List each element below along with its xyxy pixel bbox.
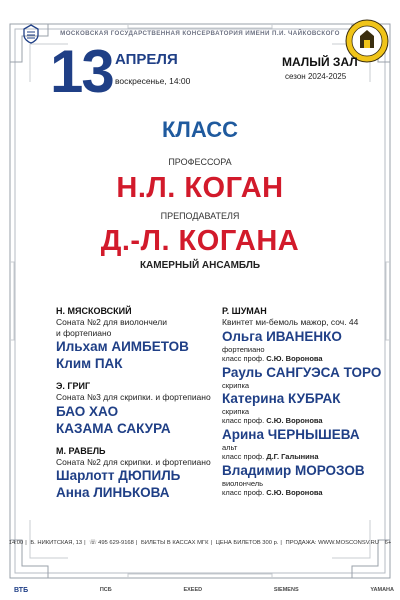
program-item — [56, 446, 226, 502]
program-right-column — [222, 306, 382, 498]
concert-weekday-time: воскресенье, 14:00 — [115, 76, 191, 86]
info-phone: ☏ 495 629-9168 — [89, 540, 134, 546]
info-tickets: БИЛЕТЫ В КАССАХ МГК — [141, 540, 209, 546]
performer-instrument: альт — [222, 442, 238, 452]
professor-label: ПРОФЕССОРА — [168, 157, 232, 167]
performer-teacher: класс проф. Д.Г. Галынина — [222, 451, 319, 461]
sponsor-logo: SIEMENS — [273, 587, 299, 593]
info-age-rating: 6+ — [384, 540, 392, 546]
sponsor-logo: EXEED — [183, 587, 203, 593]
performer-name: КАЗАМА САКУРА — [56, 420, 171, 436]
performer-instrument: виолончель — [222, 478, 264, 488]
work-title: Соната №2 для виолончели — [56, 317, 167, 327]
composer: Р. ШУМАН — [222, 306, 267, 316]
performer-name: Арина ЧЕРНЫШЕВА — [222, 426, 360, 442]
performer-teacher: класс проф. С.Ю. Воронова — [222, 353, 323, 363]
performer-teacher: класс проф. С.Ю. Воронова — [222, 487, 323, 497]
work-title: Соната №2 для скрипки. и фортепиано — [56, 456, 211, 467]
performer-instrument: фортепиано — [222, 344, 265, 354]
composer: Э. ГРИГ — [56, 381, 91, 391]
info-sales-link[interactable]: ПРОДАЖА: WWW.MOSCONSV.RU — [285, 540, 380, 546]
performer-name: Ильхам АИМБЕТОВ — [56, 339, 189, 354]
sponsor-strip — [14, 583, 394, 597]
performer-name: Шарлотт ДЮПИЛЬ — [56, 468, 181, 483]
info-address: Б. НИКИТСКАЯ, 13 — [30, 540, 83, 546]
work-title: Соната №3 для скрипки. и фортепиано — [56, 392, 211, 402]
info-line: 14:00 | Б. НИКИТСКАЯ, 13 | ☏ 495 629-9168 | БИЛЕТЫ В КАССАХ МГК | ЦЕНА БИЛЕТОВ 300 р. | ПРОДАЖА: WWW.MOSCONSV.RU 6+ — [8, 540, 392, 546]
composer: М. РАВЕЛЬ — [56, 445, 106, 456]
ensemble-label: КАМЕРНЫЙ АНСАМБЛЬ — [139, 260, 261, 271]
performer-instrument: скрипка — [222, 380, 250, 390]
info-time: 14:00 — [8, 540, 24, 546]
performer-name: Катерина КУБРАК — [222, 390, 341, 406]
professor-name: Н.Л. КОГАН — [116, 172, 284, 204]
ministry-emblem-icon — [20, 23, 42, 45]
concert-day: 13 — [50, 38, 113, 105]
hall-name: МАЛЫЙ ЗАЛ — [282, 55, 358, 69]
teacher-name: Д.-Л. КОГАНА — [100, 225, 300, 257]
composer: Н. МЯСКОВСКИЙ — [56, 306, 132, 316]
class-heading: КЛАСС — [162, 117, 238, 142]
program-item — [56, 306, 226, 372]
teacher-label: ПРЕПОДАВАТЕЛЯ — [160, 211, 240, 221]
performer-name: Владимир МОРОЗОВ — [222, 462, 365, 478]
info-price: ЦЕНА БИЛЕТОВ 300 р. — [215, 540, 279, 546]
program-left-column — [56, 306, 226, 501]
performer-name: Рауль САНГУЭСА ТОРО — [222, 364, 382, 380]
performer-name: БАО ХАО — [56, 403, 119, 419]
performer-instrument: скрипка — [222, 406, 250, 416]
performer-name: Клим ПАК — [56, 356, 123, 371]
work-title: Квинтет ми-бемоль мажор, соч. 44 — [222, 317, 359, 327]
season-label: сезон 2024-2025 — [285, 72, 347, 81]
institution-name: МОСКОВСКАЯ ГОСУДАРСТВЕННАЯ КОНСЕРВАТОРИЯ ИМЕНИ П.И. ЧАЙКОВСКОГО — [60, 30, 340, 37]
sponsor-logo: YAMAHA — [370, 587, 394, 593]
concert-month: АПРЕЛЯ — [115, 51, 178, 68]
work-title-continued: и фортепиано — [56, 327, 112, 338]
performer-teacher: класс проф. С.Ю. Воронова — [222, 415, 323, 425]
sponsor-logo: ПСБ — [99, 587, 112, 593]
performer-name: Анна ЛИНЬКОВА — [56, 485, 170, 500]
performer-name: Ольга ИВАНЕНКО — [222, 328, 342, 344]
sponsor-logo: ВТБ — [14, 586, 29, 594]
program-item — [56, 381, 226, 437]
